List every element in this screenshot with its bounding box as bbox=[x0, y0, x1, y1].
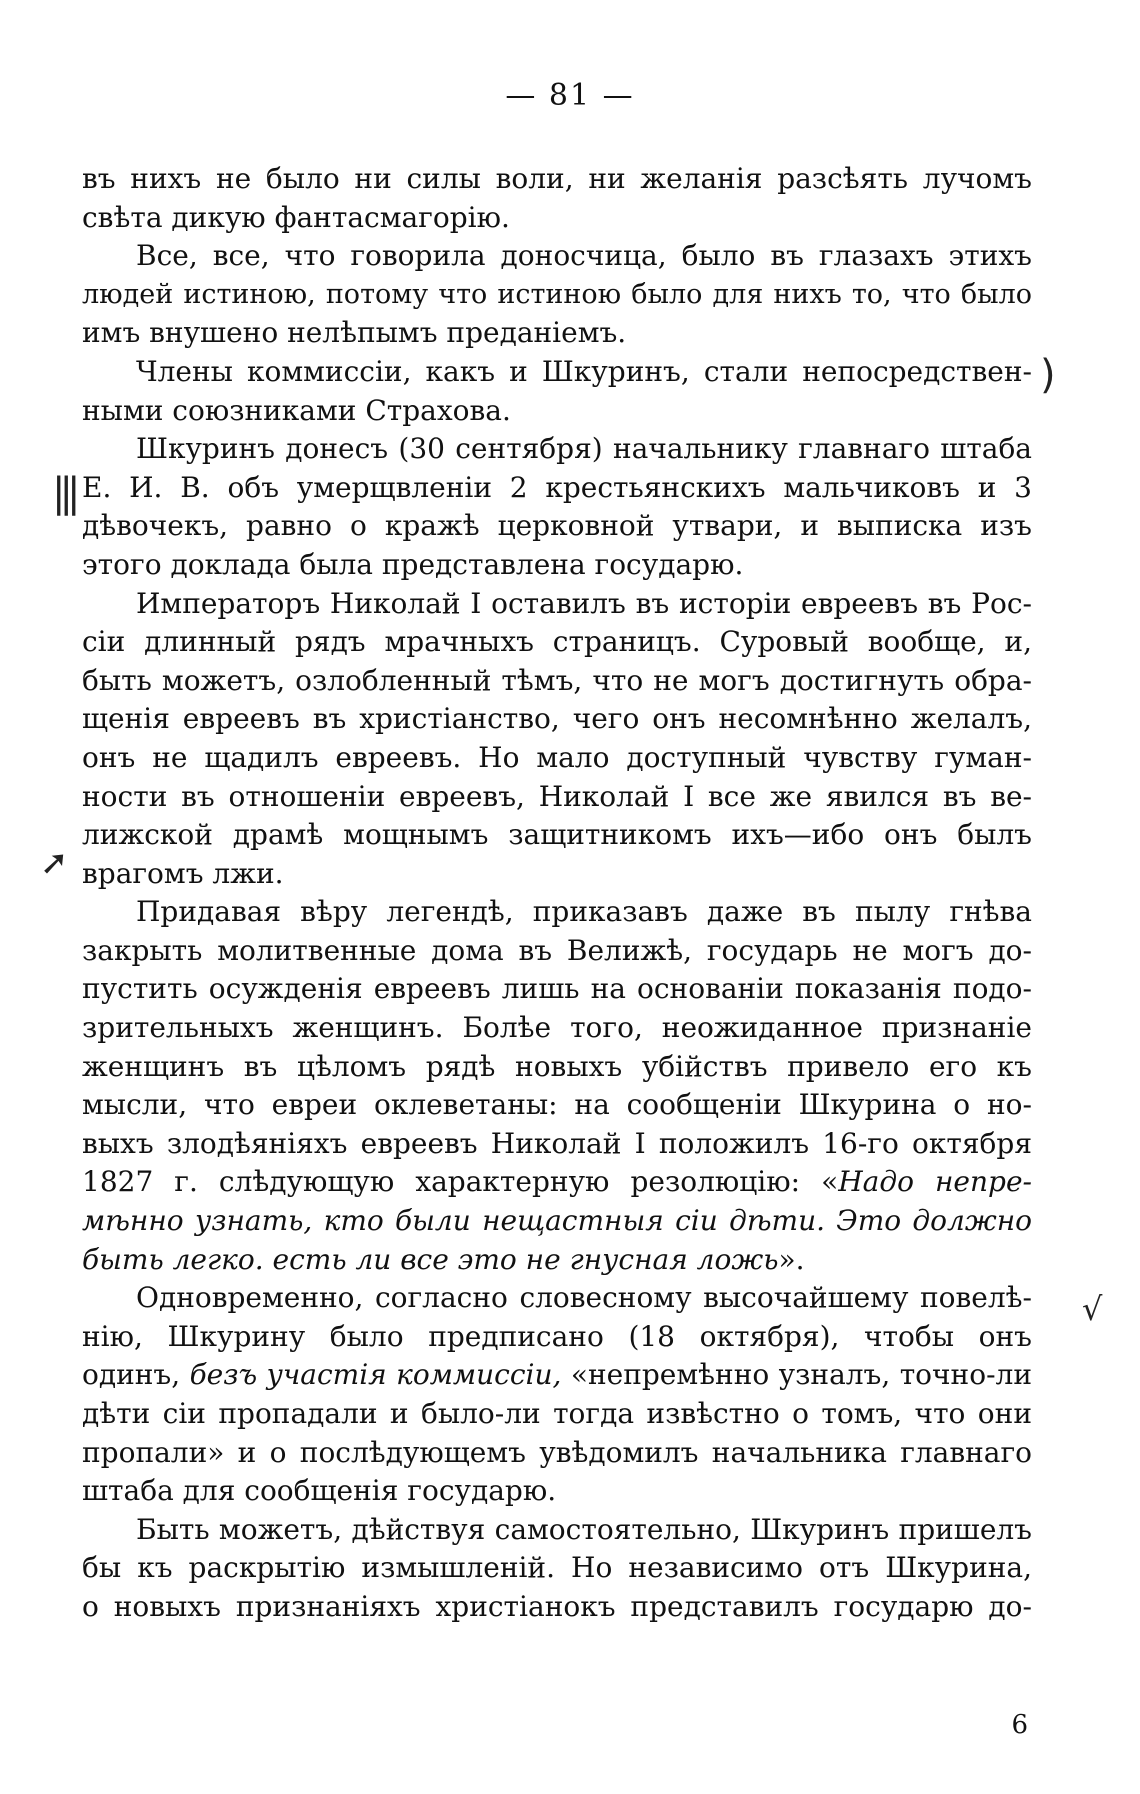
text-line: Императоръ Николай I оставилъ въ исторіи евреевъ въ Рос- bbox=[136, 586, 1032, 620]
text-line: имъ внушено нелѣпымъ преданіемъ. bbox=[82, 316, 627, 350]
text-line: онъ не щадилъ евреевъ. Но мало доступный чувству гуман- bbox=[82, 740, 1032, 774]
page-number: — 81 — bbox=[505, 78, 635, 113]
text-line: Члены коммиссіи, какъ и Шкуринъ, стали непосредствен- bbox=[136, 354, 1032, 388]
text-line: одинъ, безъ участія коммиссіи, «непремѣнно узналъ, точно-ли bbox=[82, 1358, 1032, 1392]
text-line: дѣвочекъ, равно о кражѣ церковной утвари, и выписка изъ bbox=[82, 509, 1032, 543]
text-line: женщинъ въ цѣломъ рядѣ новыхъ убійствъ привело его къ bbox=[82, 1049, 1032, 1083]
text-line: нію, Шкурину было предписано (18 октября), чтобы онъ bbox=[82, 1319, 1032, 1353]
text-line: Е. И. В. объ умерщвленіи 2 крестьянскихъ мальчиковъ и 3 bbox=[82, 470, 1032, 504]
margin-bars-mark: ||| bbox=[52, 470, 75, 516]
text-line: о новыхъ признаніяхъ христіанокъ представилъ государю до- bbox=[82, 1589, 1032, 1623]
text-line: этого доклада была представлена государю. bbox=[82, 547, 744, 581]
text-line: Все, все, что говорила доносчица, было въ глазахъ этихъ bbox=[136, 239, 1032, 273]
text-line: щенія евреевъ въ христіанство, чего онъ несомнѣнно желалъ, bbox=[82, 702, 1032, 736]
body-text bbox=[82, 160, 1032, 1627]
text-line: зрительныхъ женщинъ. Болѣе того, неожиданное признаніе bbox=[82, 1011, 1032, 1045]
text-line: мѣнно узнать, кто были нещастныя сіи дѣти. Это должно bbox=[82, 1204, 1032, 1238]
text-line: закрыть молитвенные дома въ Велижѣ, государь не могъ до- bbox=[82, 933, 1032, 967]
text-line: свѣта дикую фантасмагорію. bbox=[82, 200, 510, 234]
text-line: лижской драмѣ мощнымъ защитникомъ ихъ—ибо онъ былъ bbox=[82, 818, 1032, 852]
text-line: Одновременно, согласно словесному высочайшему повелѣ- bbox=[136, 1281, 1032, 1315]
text-line: быть легко. есть ли все это не гнусная ложь». bbox=[82, 1242, 805, 1276]
text-line: выхъ злодѣяніяхъ евреевъ Николай I положилъ 16-го октября bbox=[82, 1126, 1032, 1160]
text-line: Быть можетъ, дѣйствуя самостоятельно, Шкуринъ пришелъ bbox=[136, 1512, 1032, 1546]
text-line: ности въ отношеніи евреевъ, Николай I все же явился въ ве- bbox=[82, 779, 1032, 813]
text-line: въ нихъ не было ни силы воли, ни желанія разсѣять лучомъ bbox=[82, 162, 1032, 195]
text-line: 1827 г. слѣдующую характерную резолюцію: «Надо непре- bbox=[82, 1165, 1032, 1199]
text-line: ными союзниками Страхова. bbox=[82, 393, 511, 427]
text-line: пропали» и о послѣдующемъ увѣдомилъ начальника главнаго bbox=[82, 1435, 1032, 1469]
text-line: врагомъ лжи. bbox=[82, 856, 284, 890]
text-line: штаба для сообщенія государю. bbox=[82, 1474, 557, 1508]
text-line: быть можетъ, озлобленный тѣмъ, что не могъ достигнуть обра- bbox=[82, 663, 1032, 697]
text-line: Шкуринъ донесъ (30 сентября) начальнику главнаго штаба bbox=[136, 432, 1032, 466]
margin-handwritten-mark: √ bbox=[1082, 1290, 1103, 1328]
text-line: дѣти сіи пропадали и было-ли тогда извѣстно о томъ, что они bbox=[82, 1397, 1032, 1430]
margin-arrow-mark: ➚ bbox=[40, 843, 69, 883]
text-line: Придавая вѣру легендѣ, приказавъ даже въ пылу гнѣва bbox=[136, 895, 1032, 929]
text-line: людей истиною, потому что истиною было для нихъ то, что было bbox=[82, 278, 1032, 310]
printer-signature: 6 bbox=[1011, 1710, 1028, 1740]
text-line: мысли, что евреи оклеветаны: на сообщеніи Шкурина о но- bbox=[82, 1088, 1032, 1122]
text-line: пустить осужденія евреевъ лишь на основаніи показанія подо- bbox=[82, 972, 1032, 1006]
text-line: бы къ раскрытію измышленій. Но независимо отъ Шкурина, bbox=[82, 1551, 1032, 1585]
margin-bracket-mark: ) bbox=[1040, 352, 1056, 398]
text-line: сіи длинный рядъ мрачныхъ страницъ. Суровый вообще, и, bbox=[82, 625, 1032, 659]
